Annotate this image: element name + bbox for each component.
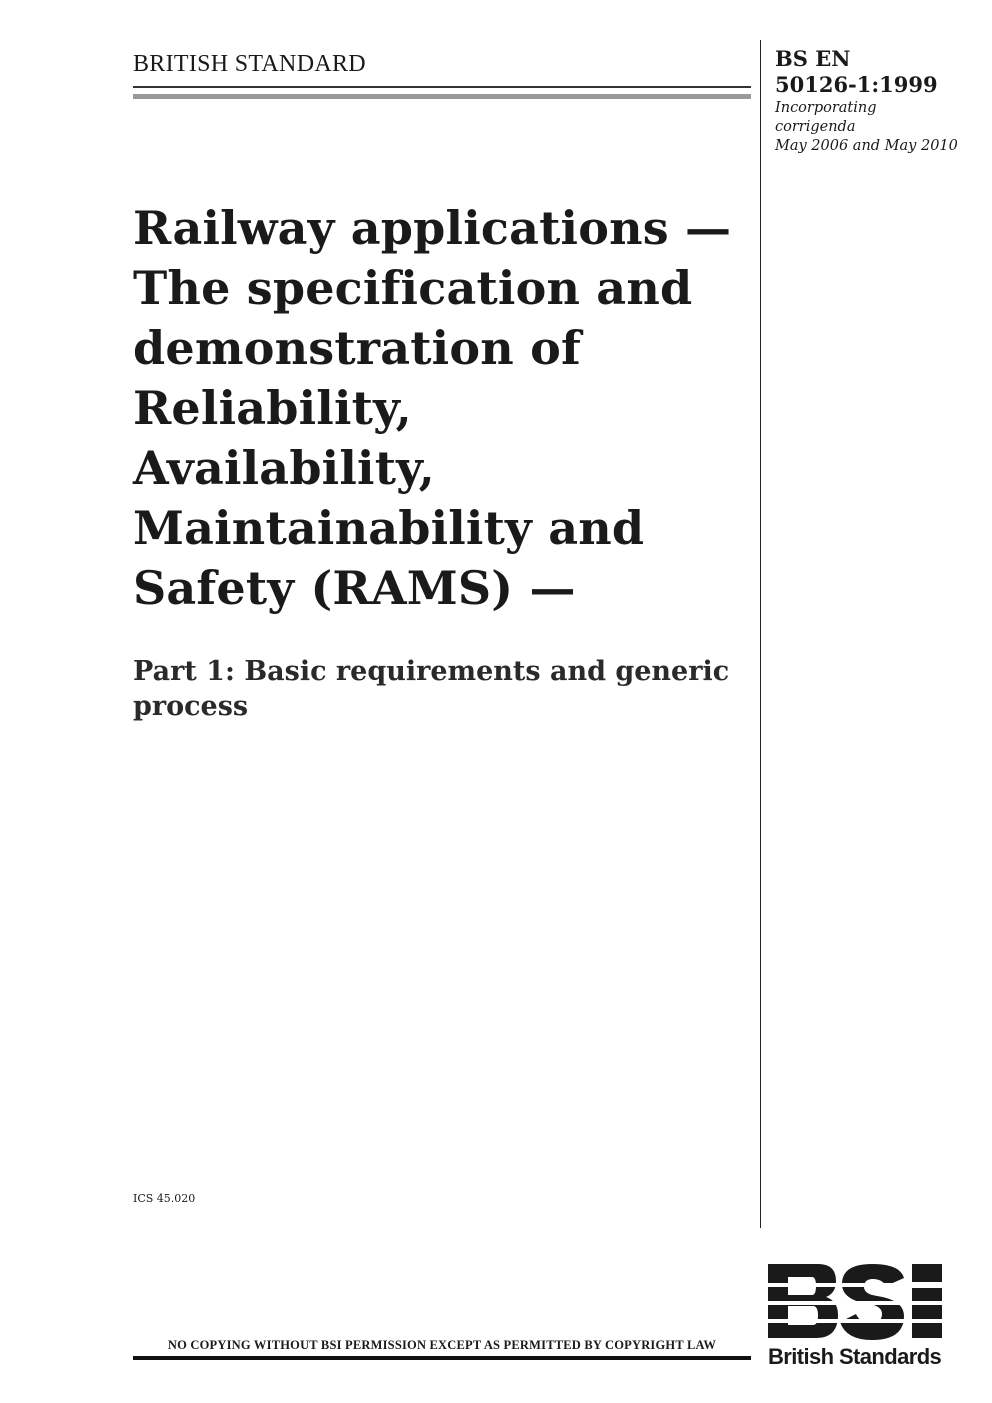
subtitle-line: process [133, 691, 249, 722]
corrigenda-line: Incorporating [775, 100, 877, 116]
standard-number-line: 50126-1:1999 [775, 72, 938, 97]
document-title [133, 198, 753, 618]
document-subtitle [133, 654, 753, 724]
bsi-logo-mark [766, 1262, 946, 1344]
title-line: Availability, [133, 441, 435, 495]
ics-code: ICS 45.020 [133, 1192, 196, 1205]
title-line: Safety (RAMS) — [133, 561, 576, 615]
bsi-logo-subtitle: British Standards [768, 1344, 942, 1369]
title-line: demonstration of [133, 321, 581, 375]
header-rule-thick [133, 94, 751, 99]
title-line: Reliability, [133, 381, 412, 435]
footer-rule [133, 1356, 751, 1360]
standard-number [775, 46, 938, 98]
subtitle-line: Part 1: Basic requirements and generic [133, 656, 730, 687]
title-line: Maintainability and [133, 501, 645, 555]
corrigenda-note [775, 99, 958, 156]
column-divider [760, 40, 761, 1228]
title-line: The specification and [133, 261, 693, 315]
copyright-notice: NO COPYING WITHOUT BSI PERMISSION EXCEPT AS PERMITTED BY COPYRIGHT LAW [167, 1338, 717, 1352]
standard-number-line: BS EN [775, 46, 851, 71]
document-series-label: BRITISH STANDARD [133, 51, 366, 77]
bsi-logo [766, 1262, 946, 1370]
corrigenda-line: corrigenda [775, 119, 856, 135]
header-rule [133, 86, 751, 88]
title-line: Railway applications — [133, 201, 732, 255]
corrigenda-line: May 2006 and May 2010 [775, 138, 958, 154]
